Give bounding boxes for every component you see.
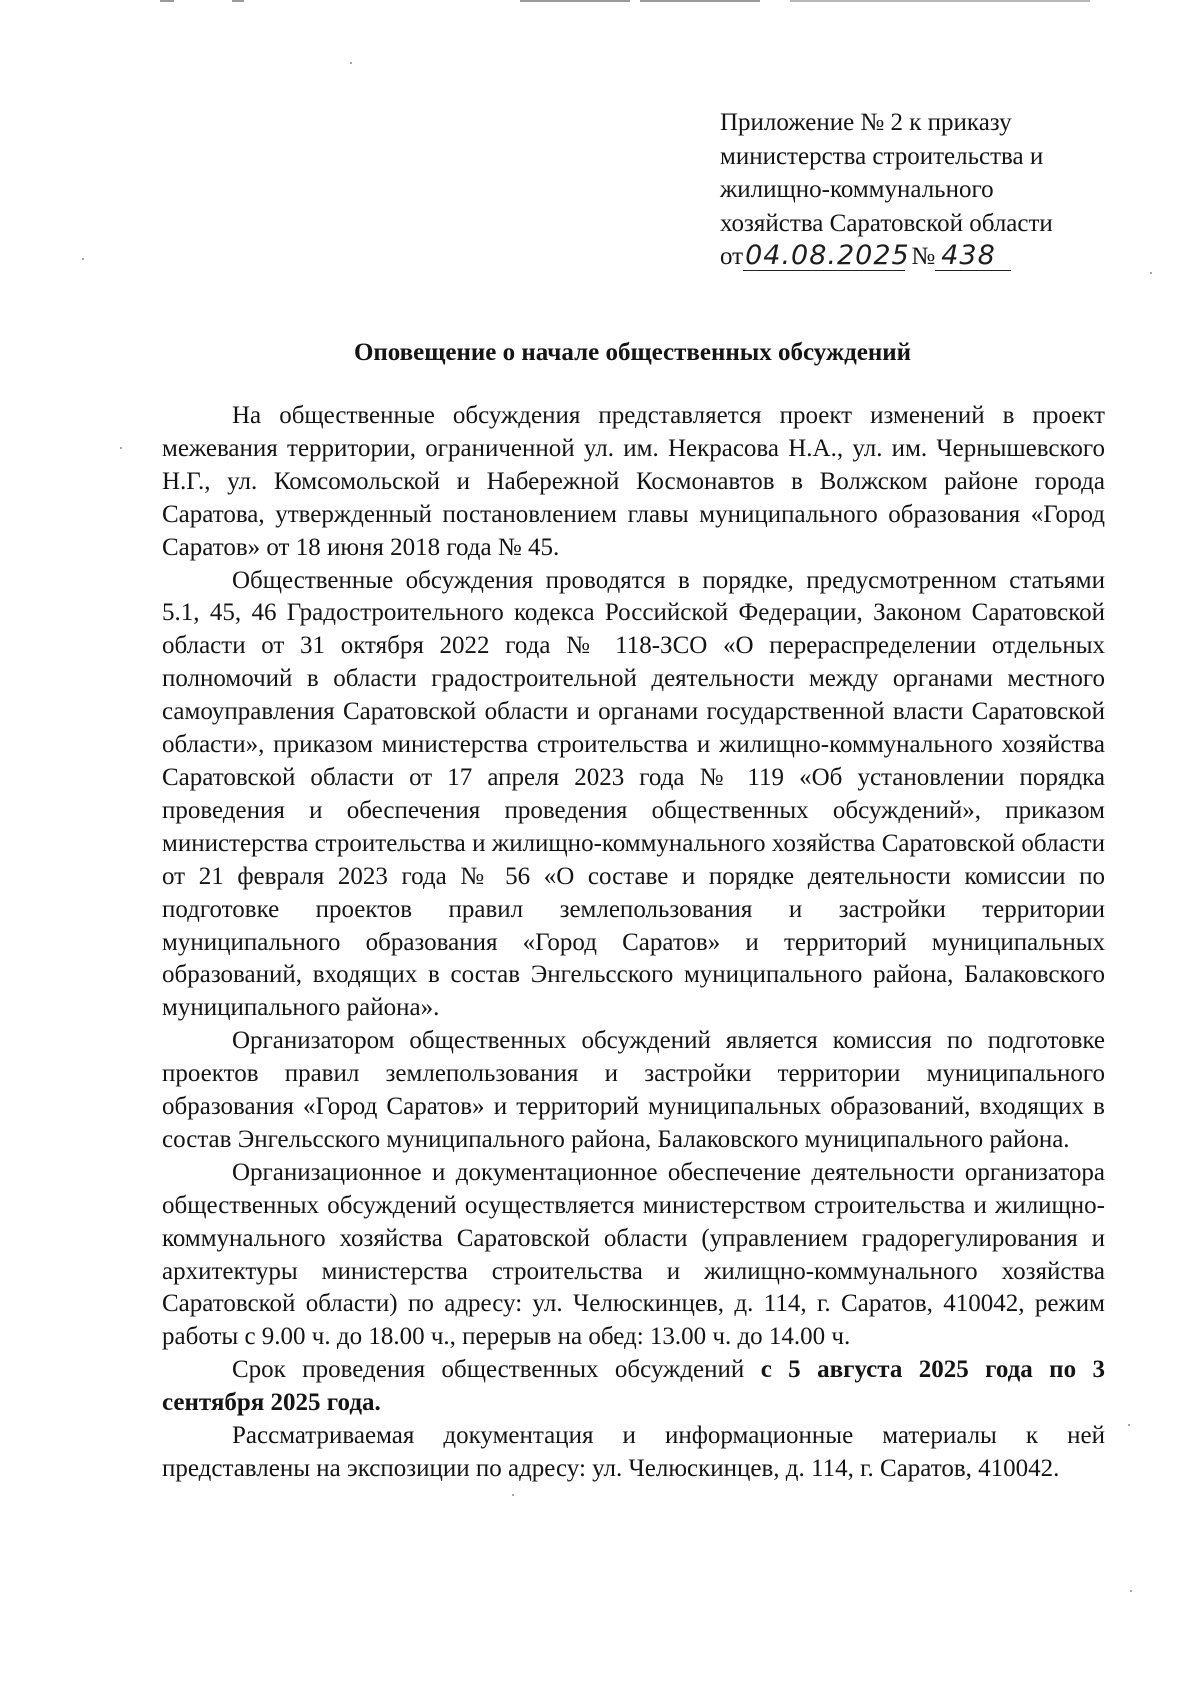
header-line-4: хозяйства Саратовской области: [720, 209, 1053, 237]
paragraph-legal-basis: Общественные обсуждения проводятся в порядке, предусмотренном статьями 5.1, 45, 46 Градостроительного кодекса Российской Федерации, Законом Саратовской области от 31 октября 2022 года № 118-ЗСО «О перераспределении отдельных полномочий в области градостроительной деятельности между органами местного самоуправления Саратовской области и органами государственной власти Саратовской области», приказом министерства строительства и жилищно-коммунального хозяйства Саратовской области от 17 апреля 2023 года № 119 «Об установлении порядка проведения и обеспечения проведения общественных обсуждений», приказом министерства строительства и жилищно-коммунального хозяйства Саратовской области от 21 февраля 2023 года № 56 «О составе и порядке деятельности комиссии по подготовке проектов правил землепользования и застройки территории муниципального образования «Город Саратов» и территорий муниципальных образований, входящих в состав Энгельсского муниципального района, Балаковского муниципального района».: [162, 566, 1105, 1022]
date-prefix: от: [720, 243, 744, 270]
scan-speck: [1130, 1590, 1132, 1592]
handwritten-order-number: 438: [935, 242, 1011, 271]
document-title: Оповещение о начале общественных обсуждений: [353, 339, 912, 366]
scan-speck: [1128, 1424, 1130, 1426]
scan-edge-artifact: [0, 0, 1200, 4]
number-sign: №: [911, 243, 936, 270]
header-line-1: Приложение № 2 к приказу: [720, 109, 1012, 136]
scan-speck: [120, 447, 122, 449]
paragraph-organizer: Организатором общественных обсуждений является комиссия по подготовке проектов правил землепользования и застройки территории муниципального образования «Город Саратов» и территорий муниципальных образований, входящих в состав Энгельсского муниципального района, Балаковского муниципального района.: [162, 1027, 1105, 1153]
paragraph-deadline: [162, 1354, 1105, 1420]
paragraph-support: Организационное и документационное обеспечение деятельности организатора общественных обсуждений осуществляется министерством строительства и жилищно-коммунального хозяйства Саратовской области (управлением градорегулирования и архитектуры министерства строительства и жилищно-коммунального хозяйства Саратовской области) по адресу: ул. Челюскинцев, д. 114, г. Саратов, 410042, режим работы с 9.00 ч. до 18.00 ч., перерыв на обед: 13.00 ч. до 14.00 ч.: [162, 1158, 1105, 1351]
scan-speck: [512, 1494, 514, 1496]
header-date-line: [720, 240, 1120, 274]
header-line-2: министерства строительства и: [720, 142, 1044, 170]
handwritten-date: 04.08.2025: [745, 240, 910, 271]
document-body: [162, 400, 1105, 1486]
deadline-dates: с 5 августа 2025 года по 3 сентября 2025 года.: [162, 1356, 1105, 1417]
paragraph-project: На общественные обсуждения представляется проект изменений в проект межевания территории, ограниченной ул. им. Некрасова Н.А., ул. им. Чернышевского Н.Г., ул. Комсомольской и Набережной Космонавтов в Волжском районе города Саратова, утвержденный постановлением главы муниципального образования «Город Саратов» от 18 июня 2018 года № 45.: [162, 402, 1105, 561]
scan-speck: [1150, 272, 1152, 274]
appendix-header: [720, 106, 1120, 274]
header-line-3: жилищно-коммунального: [720, 176, 994, 203]
scan-speck: [82, 258, 84, 260]
paragraph-materials: Рассматриваемая документация и информационные материалы к ней представлены на экспозиции по адресу: ул. Челюскинцев, д. 114, г. Саратов, 410042.: [162, 1422, 1105, 1482]
deadline-prefix: Срок проведения общественных обсуждений: [232, 1356, 761, 1384]
scan-speck: [350, 62, 352, 64]
